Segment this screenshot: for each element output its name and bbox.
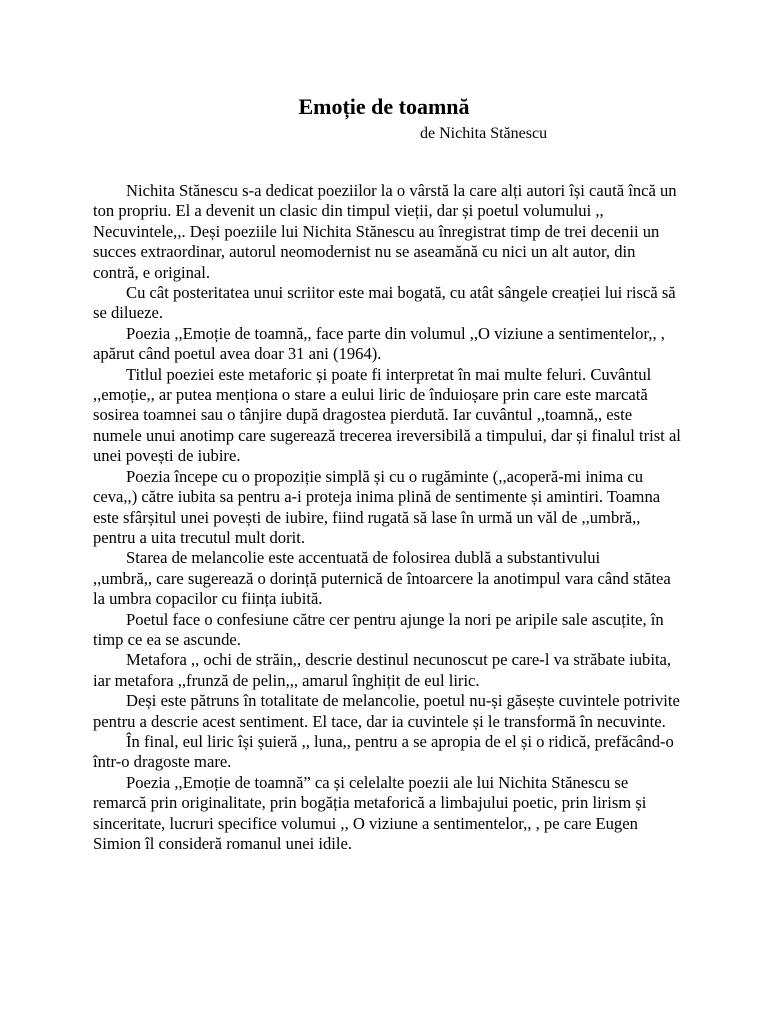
- paragraph: Poezia ,,Emoție de toamnă,, face parte din volumul ,,O viziune a sentimentelor,, , apărut când poetul avea doar 31 ani (1964).: [93, 323, 665, 364]
- paragraph: Cu cât posteritatea unui scriitor este mai bogată, cu atât sângele creației lui riscă să se dilueze.: [93, 283, 676, 323]
- document-body: [93, 181, 683, 854]
- paragraph: Starea de melancolie este accentuată de folosirea dublă a substantivului ,,umbră,, care sugerează o dorință puternică de întoarcere la anotimpul vara când stătea la umbra copacilor cu ființa iubită.: [93, 548, 675, 609]
- paragraph: Poetul face o confesiune către cer pentru ajunge la nori pe aripile sale ascuțite, în timp ce ea se ascunde.: [93, 609, 664, 649]
- paragraph: Poezia ,,Emoție de toamnă” ca și celelalte poezii ale lui Nichita Stănescu se remarcă prin originalitate, prin bogăția metaforică a limbajului poetic, prin lirism și sinceritate, lucruri specifice volumui ,, O viziune a sentimentelor,, , pe care Eugen Simion îl consideră romanul unei idile.: [93, 772, 647, 853]
- paragraph: Deși este pătruns în totalitate de melancolie, poetul nu-și găsește cuvintele potrivite pentru a descrie acest sentiment. El tace, dar ia cuvintele și le transformă în necuvinte.: [93, 691, 680, 731]
- paragraph: Metafora ,, ochi de străin,, descrie destinul necunoscut pe care-l va străbate iubita, iar metafora ,,frunză de pelin,,, amarul înghițit de eul liric.: [93, 650, 672, 690]
- paragraph: Nichita Stănescu s-a dedicat poeziilor la o vârstă la care alți autori își caută încă un ton propriu. El a devenit un clasic din timpul vieții, dar și poetul volumului ,, Necuvintele,,. Deși poeziile lui Nichita Stănescu au înregistrat timp de trei decenii un succes extraordinar, autorul neomodernist nu se aseamănă cu nici un alt autor, din contră, e original.: [93, 181, 677, 282]
- paragraph: În final, eul liric își șuieră ,, luna,, pentru a se apropia de el și o ridică, prefăcând-o într-o dragoste mare.: [93, 731, 674, 772]
- paragraph: Titlul poeziei este metaforic și poate fi interpretat în mai multe feluri. Cuvântul ,,emoție,, ar putea menționa o stare a eului liric de înduioșare prin care este marcată sosirea toamnei sau o tânjire după dragostea pierdută. Iar cuvântul ,,toamnă,, este numele unui anotimp care sugerează trecerea ireversibilă a timpului, dar și finalul trist al unei povești de iubire.: [93, 364, 681, 466]
- document-title: Emoție de toamnă: [298, 94, 470, 119]
- paragraph: Poezia începe cu o propoziție simplă și cu o rugăminte (,,acoperă-mi inima cu ceva,,) către iubita sa pentru a-i proteja inima plină de sentimente și amintiri. Toamna este sfârșitul unei povești de iubire, fiind rugată să lase în urmă un văl de ,,umbră,, pentru a uita trecutul mult dorit.: [93, 466, 661, 547]
- document-author: de Nichita Stănescu: [420, 125, 548, 142]
